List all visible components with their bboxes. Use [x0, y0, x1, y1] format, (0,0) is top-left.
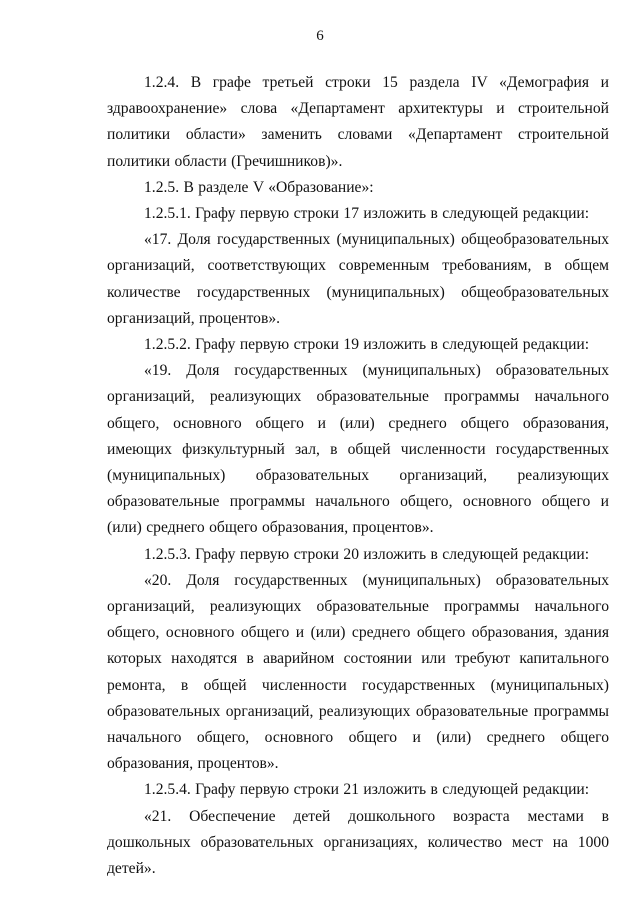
paragraph-1-2-5: 1.2.5. В разделе V «Образование»: — [144, 178, 374, 196]
quote-row-17: «17. Доля государственных (муниципальных) общеобразовательных организаций, соответствующих современным требованиям, в общем количестве государственных (муниципальных) общеобразовательных организаций, процентов». — [107, 231, 609, 327]
page-number: 6 — [316, 28, 324, 44]
paragraph-1-2-5-3: 1.2.5.3. Графу первую строки 20 изложить в следующей редакции: — [144, 545, 590, 563]
quote-row-19: «19. Доля государственных (муниципальных) образовательных организаций, реализующих образовательные программы начального общего, основного общего и (или) среднего общего образования, имеющих физкультурный зал, в общей численности государственных (муниципальных) образовательных организаций, реализующих образовательные программы начального общего, основного общего и (или) среднего общего образования, процентов». — [107, 362, 609, 537]
paragraph-1-2-5-1: 1.2.5.1. Графу первую строки 17 изложить в следующей редакции: — [144, 205, 590, 223]
paragraph-1-2-4: 1.2.4. В графе третьей строки 15 раздела IV «Демография и здравоохранение» слова «Департамент архитектуры и строительной политики области» заменить словами «Департамент строительной политики области (Гречишников)». — [107, 74, 609, 170]
quote-row-20: «20. Доля государственных (муниципальных) образовательных организаций, реализующих образовательные программы начального общего, основного общего и (или) среднего общего образования, здания которых находятся в аварийном состоянии или требуют капитального ремонта, в общей численности государственных (муниципальных) образовательных организаций, реализующих образовательные программы начального общего, основного общего и (или) среднего общего образования, процентов». — [107, 571, 609, 773]
paragraph-1-2-5-2: 1.2.5.2. Графу первую строки 19 изложить в следующей редакции: — [144, 336, 590, 354]
document-body — [107, 70, 609, 882]
paragraph-1-2-5-4: 1.2.5.4. Графу первую строки 21 изложить в следующей редакции: — [144, 781, 590, 799]
quote-row-21: «21. Обеспечение детей дошкольного возраста местами в дошкольных образовательных организациях, количество мест на 1000 детей». — [107, 807, 609, 878]
